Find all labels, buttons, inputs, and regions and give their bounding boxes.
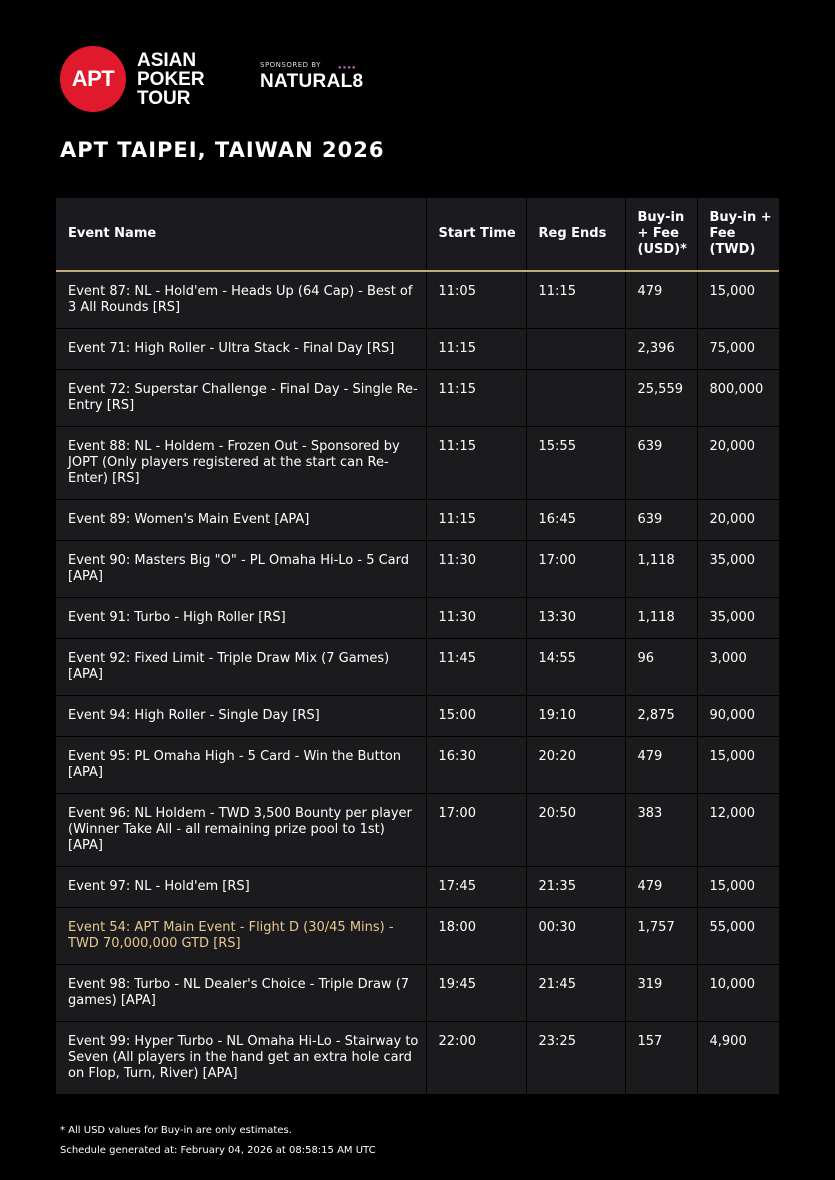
cell-usd: 479 [625,737,697,794]
sponsor-dots-icon: ●●●● [338,65,357,71]
cell-event: Event 54: APT Main Event - Flight D (30/45 Mins) - TWD 70,000,000 GTD [RS] [56,908,426,965]
cell-reg: 19:10 [526,696,625,737]
table-row [56,500,779,541]
cell-twd: 3,000 [697,639,779,696]
cell-event: Event 92: Fixed Limit - Triple Draw Mix (7 Games) [APA] [56,639,426,696]
cell-event: Event 71: High Roller - Ultra Stack - Final Day [RS] [56,329,426,370]
column-header-event: Event Name [56,198,426,271]
cell-start: 11:45 [426,639,526,696]
cell-usd: 96 [625,639,697,696]
cell-event: Event 72: Superstar Challenge - Final Day - Single Re-Entry [RS] [56,370,426,427]
cell-twd: 20,000 [697,500,779,541]
cell-reg: 23:25 [526,1022,625,1095]
sponsor-block [260,61,380,93]
cell-twd: 35,000 [697,598,779,639]
cell-twd: 90,000 [697,696,779,737]
cell-start: 11:30 [426,541,526,598]
footer [60,1121,376,1161]
cell-start: 11:15 [426,370,526,427]
cell-reg: 21:45 [526,965,625,1022]
cell-start: 17:00 [426,794,526,867]
cell-usd: 2,396 [625,329,697,370]
table-row [56,598,779,639]
cell-event: Event 88: NL - Holdem - Frozen Out - Sponsored by JOPT (Only players registered at the start can Re-Enter) [RS] [56,427,426,500]
apt-logo-text: APT [71,66,115,91]
cell-start: 16:30 [426,737,526,794]
cell-reg: 21:35 [526,867,625,908]
cell-start: 11:15 [426,500,526,541]
cell-event: Event 96: NL Holdem - TWD 3,500 Bounty per player (Winner Take All - all remaining prize pool to 1st) [APA] [56,794,426,867]
table-row [56,696,779,737]
cell-start: 22:00 [426,1022,526,1095]
cell-event: Event 94: High Roller - Single Day [RS] [56,696,426,737]
header [60,46,760,116]
cell-usd: 1,757 [625,908,697,965]
brand-wordmark [137,51,205,108]
cell-usd: 479 [625,867,697,908]
schedule-table [56,198,779,1094]
cell-twd: 4,900 [697,1022,779,1095]
cell-twd: 12,000 [697,794,779,867]
cell-twd: 10,000 [697,965,779,1022]
cell-usd: 1,118 [625,541,697,598]
cell-twd: 15,000 [697,737,779,794]
brand-line: TOUR [137,88,191,109]
table-header-row [56,198,779,271]
cell-usd: 157 [625,1022,697,1095]
cell-reg [526,370,625,427]
cell-start: 11:15 [426,427,526,500]
cell-event: Event 97: NL - Hold'em [RS] [56,867,426,908]
table-row [56,271,779,329]
cell-twd: 15,000 [697,271,779,329]
table-row [56,427,779,500]
footer-note: * All USD values for Buy-in are only estimates. [60,1125,292,1136]
apt-logo [60,46,126,112]
cell-start: 11:30 [426,598,526,639]
cell-start: 18:00 [426,908,526,965]
cell-twd: 20,000 [697,427,779,500]
table-row [56,541,779,598]
cell-twd: 800,000 [697,370,779,427]
table-row [56,908,779,965]
cell-reg: 00:30 [526,908,625,965]
cell-start: 11:15 [426,329,526,370]
cell-event: Event 87: NL - Hold'em - Heads Up (64 Cap) - Best of 3 All Rounds [RS] [56,271,426,329]
cell-start: 17:45 [426,867,526,908]
column-header-usd: Buy-in + Fee (USD)* [625,198,697,271]
brand-line: ASIAN [137,50,197,71]
table-row [56,737,779,794]
cell-reg: 15:55 [526,427,625,500]
cell-twd: 15,000 [697,867,779,908]
table-row [56,329,779,370]
table-row [56,1022,779,1095]
column-header-reg: Reg Ends [526,198,625,271]
cell-start: 19:45 [426,965,526,1022]
sponsor-name: NATURAL8 [260,71,364,92]
table-row [56,370,779,427]
cell-usd: 639 [625,427,697,500]
cell-reg [526,329,625,370]
cell-usd: 319 [625,965,697,1022]
cell-twd: 35,000 [697,541,779,598]
cell-twd: 75,000 [697,329,779,370]
table-row [56,867,779,908]
cell-usd: 1,118 [625,598,697,639]
column-header-start: Start Time [426,198,526,271]
cell-start: 11:05 [426,271,526,329]
cell-event: Event 95: PL Omaha High - 5 Card - Win the Button [APA] [56,737,426,794]
cell-reg: 20:50 [526,794,625,867]
cell-usd: 2,875 [625,696,697,737]
cell-reg: 20:20 [526,737,625,794]
brand-line: POKER [137,69,205,90]
footer-generated: Schedule generated at: February 04, 2026 at 08:58:15 AM UTC [60,1145,376,1156]
column-header-twd: Buy-in + Fee (TWD) [697,198,779,271]
cell-reg: 13:30 [526,598,625,639]
table-row [56,639,779,696]
page-title: APT TAIPEI, TAIWAN 2026 [60,138,385,162]
table-row [56,965,779,1022]
cell-usd: 25,559 [625,370,697,427]
cell-twd: 55,000 [697,908,779,965]
sponsor-label: SPONSORED BY [260,61,321,69]
cell-event: Event 98: Turbo - NL Dealer's Choice - Triple Draw (7 games) [APA] [56,965,426,1022]
cell-usd: 479 [625,271,697,329]
cell-event: Event 91: Turbo - High Roller [RS] [56,598,426,639]
cell-reg: 16:45 [526,500,625,541]
cell-usd: 383 [625,794,697,867]
cell-event: Event 89: Women's Main Event [APA] [56,500,426,541]
cell-reg: 11:15 [526,271,625,329]
cell-event: Event 99: Hyper Turbo - NL Omaha Hi-Lo - Stairway to Seven (All players in the hand get an extra hole card on Flop, Turn, River) [APA] [56,1022,426,1095]
cell-reg: 17:00 [526,541,625,598]
table-row [56,794,779,867]
cell-reg: 14:55 [526,639,625,696]
cell-usd: 639 [625,500,697,541]
cell-start: 15:00 [426,696,526,737]
cell-event: Event 90: Masters Big "O" - PL Omaha Hi-Lo - 5 Card [APA] [56,541,426,598]
